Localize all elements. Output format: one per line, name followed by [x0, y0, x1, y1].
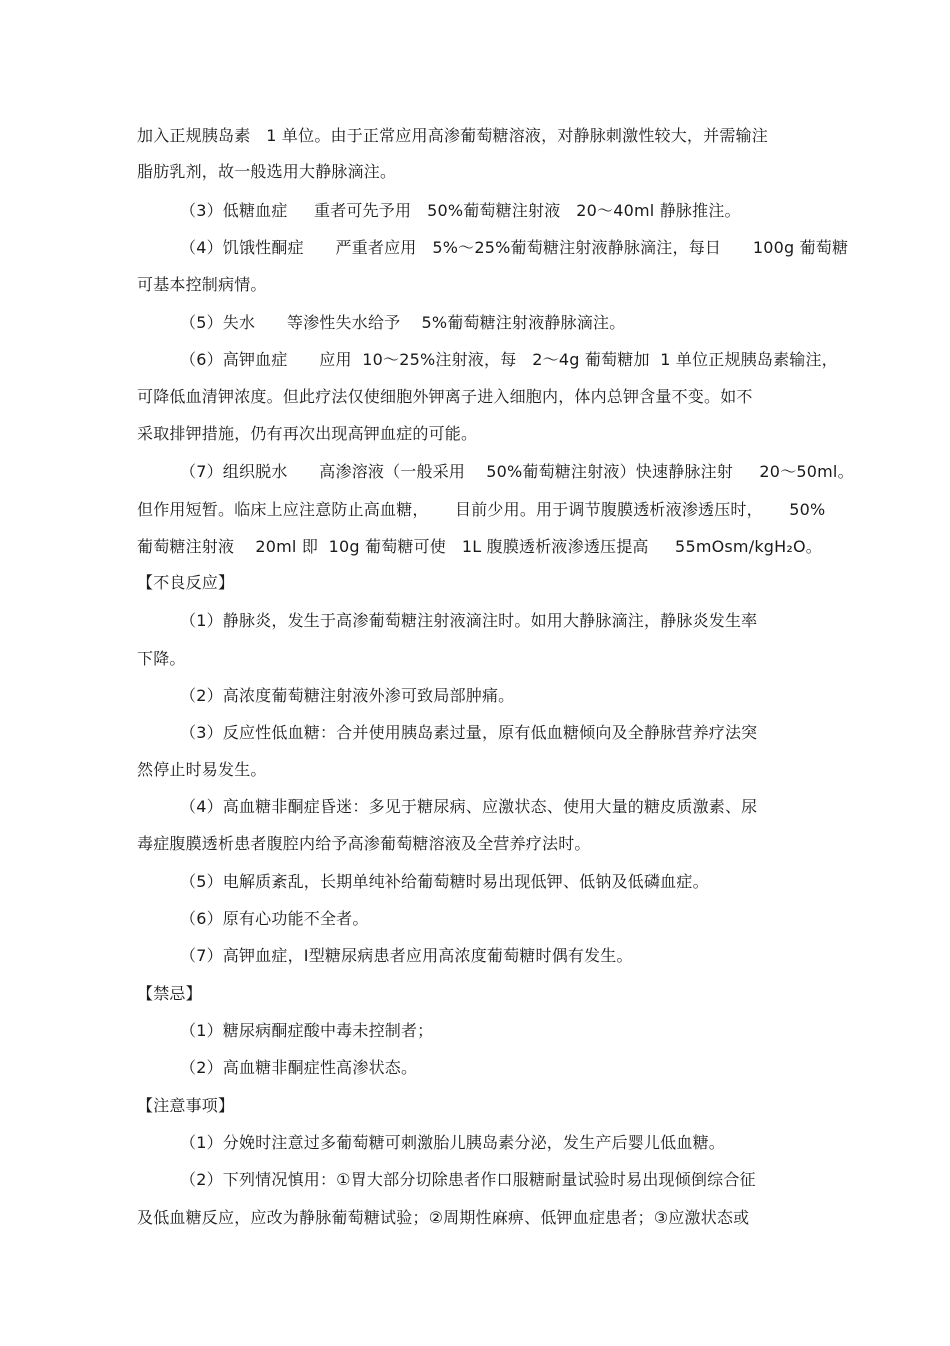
- text-line: 可降低血清钾浓度。但此疗法仅使细胞外钾离子进入细胞内，体内总钾含量不变。如不: [137, 387, 753, 406]
- text-line: （1）静脉炎，发生于高渗葡萄糖注射液滴注时。如用大静脉滴注，静脉炎发生率: [180, 611, 758, 630]
- text-line: （7）组织脱水 高渗溶液（一般采用 50%葡萄糖注射液）快速静脉注射 20～50ml。: [180, 462, 854, 481]
- text-line: （7）高钾血症，Ⅰ型糖尿病患者应用高浓度葡萄糖时偶有发生。: [180, 946, 633, 965]
- text-line: 下降。: [137, 649, 186, 668]
- text-line: （4）饥饿性酮症 严重者应用 5%～25%葡萄糖注射液静脉滴注，每日 100g 葡萄糖: [180, 238, 849, 257]
- text-line: （1）分娩时注意过多葡萄糖可刺激胎儿胰岛素分泌，发生产后婴儿低血糖。: [180, 1133, 725, 1152]
- text-line: （2）下列情况慎用：①胃大部分切除患者作口服糖耐量试验时易出现倾倒综合征: [180, 1170, 756, 1189]
- text-line: （1）糖尿病酮症酸中毒未控制者；: [180, 1021, 434, 1040]
- text-line: 加入正规胰岛素 1 单位。由于正常应用高渗葡萄糖溶液，对静脉刺激性较大，并需输注: [137, 126, 768, 145]
- text-line: （6）高钾血症 应用 10～25%注射液，每 2～4g 葡萄糖加 1 单位正规胰岛素输注，: [180, 350, 838, 369]
- text-line: 脂肪乳剂，故一般选用大静脉滴注。: [137, 162, 397, 181]
- text-line: 采取排钾措施，仍有再次出现高钾血症的可能。: [137, 424, 478, 443]
- text-line: （2）高血糖非酮症性高渗状态。: [180, 1058, 418, 1077]
- text-line: 及低血糖反应，应改为静脉葡萄糖试验；②周期性麻痹、低钾血症患者；③应激状态或: [137, 1208, 750, 1227]
- text-line: 毒症腹膜透析患者腹腔内给予高渗葡萄糖溶液及全营养疗法时。: [137, 834, 591, 853]
- section-heading: 【禁忌】: [137, 984, 202, 1003]
- text-line: 然停止时易发生。: [137, 760, 267, 779]
- text-line: （6）原有心功能不全者。: [180, 909, 369, 928]
- text-line: （3）反应性低血糖：合并使用胰岛素过量，原有低血糖倾向及全静脉营养疗法突: [180, 723, 758, 742]
- text-line: （5）失水 等渗性失水给予 5%葡萄糖注射液静脉滴注。: [180, 313, 626, 332]
- text-line: 葡萄糖注射液 20ml 即 10g 葡萄糖可使 1L 腹膜透析液渗透压提高 55mOsm/kgH₂O。: [137, 537, 822, 556]
- text-line: 可基本控制病情。: [137, 275, 267, 294]
- text-line: （4）高血糖非酮症昏迷：多见于糖尿病、应激状态、使用大量的糖皮质激素、尿: [180, 797, 758, 816]
- section-heading: 【注意事项】: [137, 1096, 235, 1115]
- text-line: （5）电解质紊乱，长期单纯补给葡萄糖时易出现低钾、低钠及低磷血症。: [180, 872, 709, 891]
- text-line: （2）高浓度葡萄糖注射液外渗可致局部肿痛。: [180, 686, 515, 705]
- text-line: （3）低糖血症 重者可先予用 50%葡萄糖注射液 20～40ml 静脉推注。: [180, 201, 741, 220]
- text-line: 但作用短暂。临床上应注意防止高血糖， 目前少用。用于调节腹膜透析液渗透压时， 50%: [137, 500, 826, 519]
- section-heading: 【不良反应】: [137, 573, 235, 592]
